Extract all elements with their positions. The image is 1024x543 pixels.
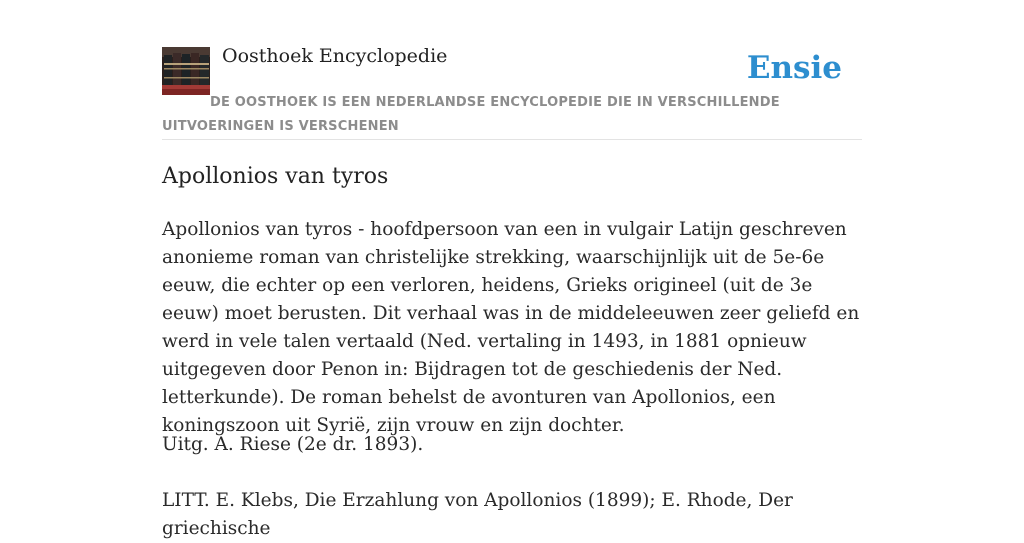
site-tagline: DE OOSTHOEK IS EEN NEDERLANDSE ENCYCLOPEDIE DIE IN VERSCHILLENDE UITVOERINGEN IS VERSCHENEN [162, 95, 780, 134]
content-column [162, 0, 862, 539]
encyclopedia-books-avatar[interactable] [162, 47, 210, 95]
article-edition-note: Uitg. A. Riese (2e dr. 1893). [162, 434, 424, 455]
site-header [162, 0, 862, 140]
article-paragraph: Apollonios van tyros - hoofdpersoon van een in vulgair Latijn geschreven anonieme roman van christelijke strekking, waarschijnlijk uit de 5e-6e eeuw, die echter op een verloren, heidens, Grieks origineel (uit de 3e eeuw) moet berusten. Dit verhaal was in de middeleeuwen zeer geliefd en werd in vele talen vertaald (Ned. vertaling in 1493, in 1881 opnieuw uitgegeven door Penon in: Bijdragen tot de geschiedenis der Ned. letterkunde). De roman behelst de avonturen van Apollonios, een koningszoon uit Syrië, zijn vrouw en zijn dochter. [162, 219, 860, 436]
ensie-logo-link[interactable]: Ensie [746, 50, 842, 86]
article-title: Apollonios van tyros [162, 164, 389, 189]
site-title[interactable]: Oosthoek Encyclopedie [222, 45, 448, 67]
article-literature: LITT. E. Klebs, Die Erzahlung von Apollonios (1899); E. Rhode, Der griechische [162, 490, 793, 539]
